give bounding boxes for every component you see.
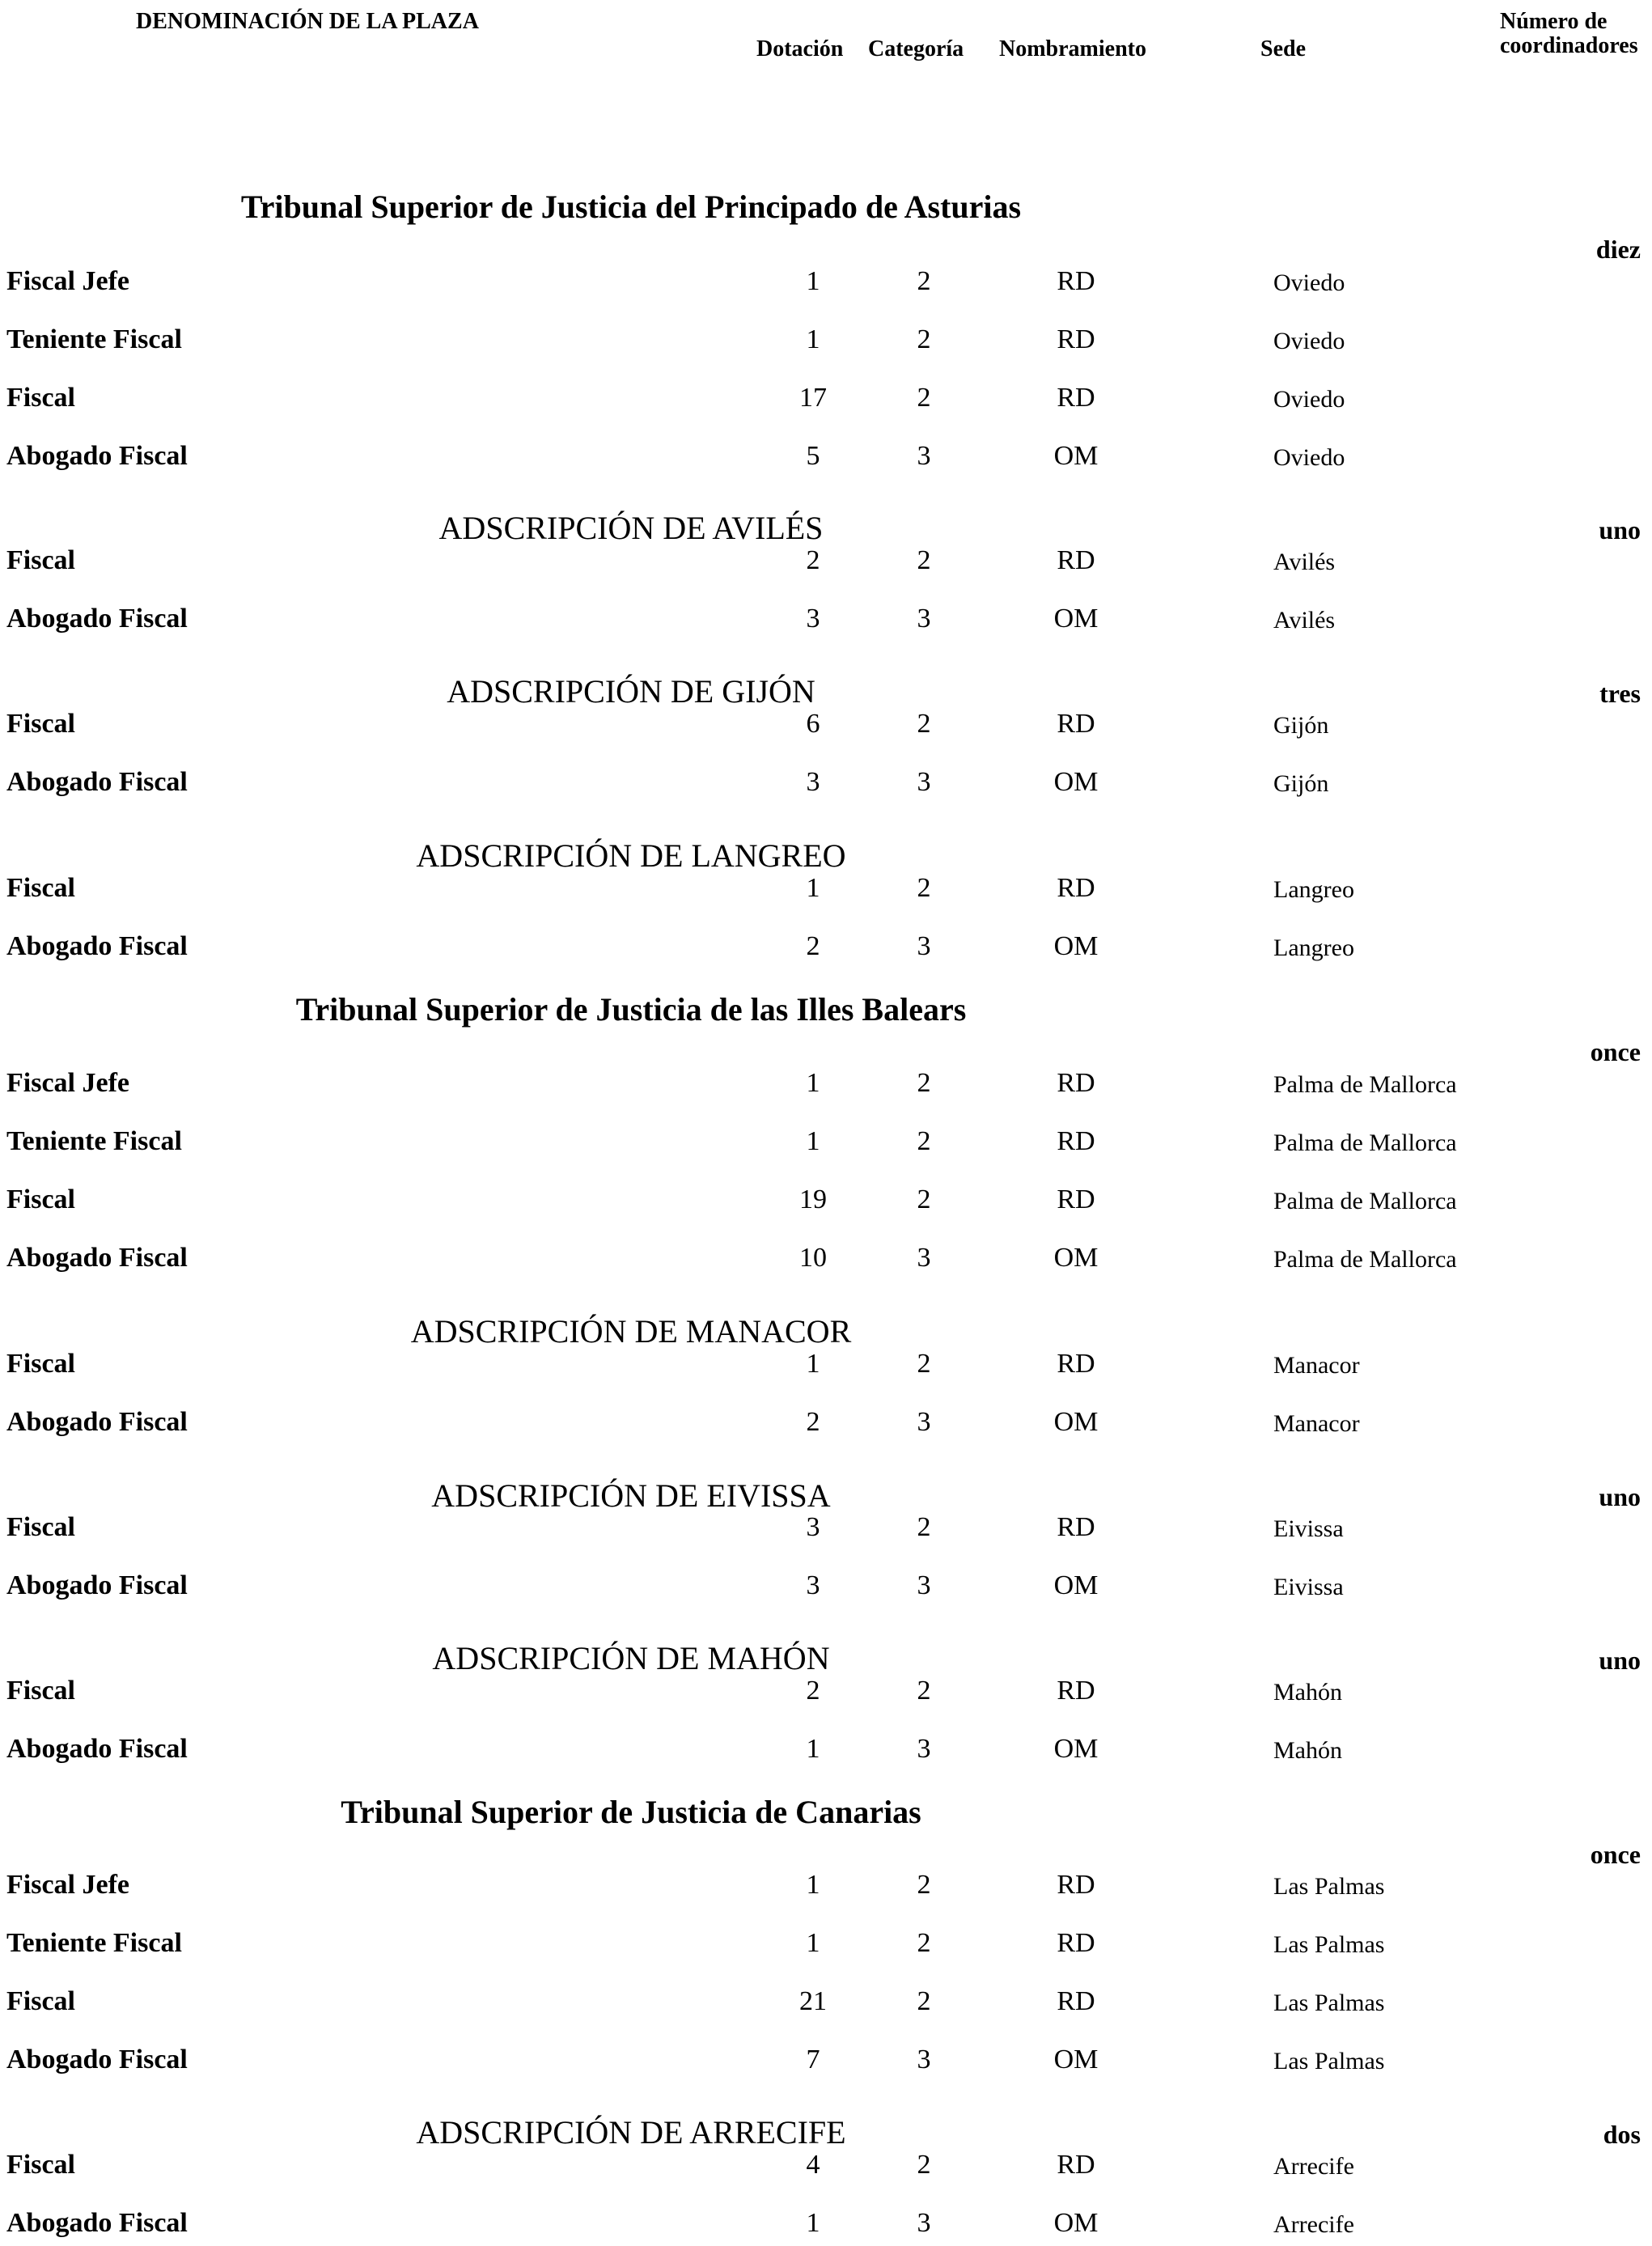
plaza-categoria: 3 xyxy=(917,767,931,797)
coordinadores-count: dos xyxy=(1603,2120,1641,2149)
plaza-sede: Palma de Mallorca xyxy=(1273,1129,1457,1156)
plaza-nombramiento: RD xyxy=(1057,2150,1095,2180)
tribunal-title: Tribunal Superior de Justicia de Canarias xyxy=(341,1794,921,1830)
plaza-dotacion: 17 xyxy=(799,383,827,413)
plaza-dotacion: 1 xyxy=(806,1349,820,1379)
plaza-categoria: 2 xyxy=(917,1986,931,2016)
coordinadores-count: uno xyxy=(1599,1646,1641,1675)
plaza-dotacion: 2 xyxy=(806,1676,820,1706)
column-header-categoria: Categoría xyxy=(868,36,964,61)
plaza-categoria: 3 xyxy=(917,1570,931,1600)
plaza-sede: Langreo xyxy=(1273,876,1354,903)
plaza-denominacion: Abogado Fiscal xyxy=(6,1570,188,1600)
coordinadores-count: once xyxy=(1590,1037,1641,1066)
plaza-categoria: 2 xyxy=(917,383,931,413)
plaza-denominacion: Fiscal xyxy=(6,1349,75,1379)
plaza-categoria: 3 xyxy=(917,1407,931,1437)
plaza-denominacion: Teniente Fiscal xyxy=(6,324,182,354)
plaza-sede: Palma de Mallorca xyxy=(1273,1071,1457,1098)
plaza-sede: Las Palmas xyxy=(1273,2048,1385,2074)
adscripcion-title: ADSCRIPCIÓN DE MANACOR xyxy=(410,1313,852,1350)
plaza-categoria: 2 xyxy=(917,1928,931,1958)
plaza-nombramiento: RD xyxy=(1057,1986,1095,2016)
plaza-nombramiento: RD xyxy=(1057,324,1095,354)
plaza-dotacion: 21 xyxy=(799,1986,827,2016)
plaza-categoria: 2 xyxy=(917,545,931,575)
plaza-nombramiento: RD xyxy=(1057,1928,1095,1958)
plaza-dotacion: 4 xyxy=(806,2150,820,2180)
plaza-denominacion: Abogado Fiscal xyxy=(6,1243,188,1273)
plaza-nombramiento: OM xyxy=(1053,2208,1099,2238)
plaza-nombramiento: OM xyxy=(1053,2045,1099,2074)
plaza-sede: Las Palmas xyxy=(1273,1931,1385,1958)
plaza-categoria: 2 xyxy=(917,1126,931,1156)
plaza-nombramiento: RD xyxy=(1057,1512,1095,1542)
plaza-dotacion: 2 xyxy=(806,545,820,575)
plaza-dotacion: 1 xyxy=(806,324,820,354)
plaza-sede: Arrecife xyxy=(1273,2153,1354,2180)
plaza-sede: Palma de Mallorca xyxy=(1273,1246,1457,1273)
plaza-categoria: 2 xyxy=(917,1870,931,1900)
plaza-nombramiento: OM xyxy=(1053,441,1099,471)
plaza-dotacion: 1 xyxy=(806,1734,820,1764)
column-header-dotacion: Dotación xyxy=(756,36,844,61)
plaza-nombramiento: RD xyxy=(1057,873,1095,903)
plaza-sede: Oviedo xyxy=(1273,444,1345,471)
plaza-categoria: 2 xyxy=(917,324,931,354)
plaza-dotacion: 7 xyxy=(806,2045,820,2074)
column-header-denominacion: DENOMINACIÓN DE LA PLAZA xyxy=(136,9,479,34)
plaza-sede: Oviedo xyxy=(1273,386,1345,413)
plaza-categoria: 2 xyxy=(917,2150,931,2180)
plaza-categoria: 2 xyxy=(917,1676,931,1706)
plaza-dotacion: 3 xyxy=(806,1512,820,1542)
plaza-denominacion: Fiscal xyxy=(6,545,75,575)
plaza-denominacion: Fiscal xyxy=(6,2150,75,2180)
plaza-categoria: 2 xyxy=(917,873,931,903)
plaza-nombramiento: OM xyxy=(1053,1570,1099,1600)
plaza-denominacion: Abogado Fiscal xyxy=(6,604,188,634)
plaza-dotacion: 1 xyxy=(806,266,820,296)
plaza-dotacion: 1 xyxy=(806,873,820,903)
coordinadores-count: once xyxy=(1590,1840,1641,1869)
plaza-categoria: 2 xyxy=(917,1184,931,1214)
column-header-sede: Sede xyxy=(1260,36,1306,61)
plaza-dotacion: 3 xyxy=(806,604,820,634)
plaza-categoria: 2 xyxy=(917,1068,931,1098)
plaza-nombramiento: RD xyxy=(1057,1870,1095,1900)
tribunal-title: Tribunal Superior de Justicia del Principado de Asturias xyxy=(240,189,1022,225)
plaza-dotacion: 2 xyxy=(806,931,820,961)
plaza-denominacion: Abogado Fiscal xyxy=(6,767,188,797)
plaza-denominacion: Teniente Fiscal xyxy=(6,1126,182,1156)
column-header-nombramiento: Nombramiento xyxy=(999,36,1146,61)
plaza-sede: Mahón xyxy=(1273,1679,1342,1706)
plaza-sede: Manacor xyxy=(1273,1410,1360,1437)
plaza-dotacion: 1 xyxy=(806,1068,820,1098)
plaza-denominacion: Fiscal xyxy=(6,1184,75,1214)
plaza-sede: Las Palmas xyxy=(1273,1873,1385,1900)
plaza-dotacion: 1 xyxy=(806,1870,820,1900)
plaza-dotacion: 2 xyxy=(806,1407,820,1437)
plaza-categoria: 2 xyxy=(917,1349,931,1379)
plaza-dotacion: 6 xyxy=(806,709,820,739)
plaza-sede: Avilés xyxy=(1273,607,1336,634)
plaza-dotacion: 19 xyxy=(799,1184,827,1214)
tribunal-title: Tribunal Superior de Justicia de las Illes Balears xyxy=(295,991,967,1028)
adscripcion-title: ADSCRIPCIÓN DE MAHÓN xyxy=(432,1640,830,1676)
plaza-nombramiento: RD xyxy=(1057,1068,1095,1098)
plaza-categoria: 2 xyxy=(917,709,931,739)
plaza-sede: Las Palmas xyxy=(1273,1990,1385,2016)
plaza-categoria: 2 xyxy=(917,1512,931,1542)
plaza-sede: Palma de Mallorca xyxy=(1273,1188,1457,1214)
plaza-nombramiento: RD xyxy=(1057,545,1095,575)
plaza-dotacion: 3 xyxy=(806,1570,820,1600)
plaza-categoria: 3 xyxy=(917,2208,931,2238)
plaza-categoria: 3 xyxy=(917,1734,931,1764)
plaza-sede: Eivissa xyxy=(1273,1515,1344,1542)
plaza-denominacion: Fiscal xyxy=(6,1986,75,2016)
plaza-denominacion: Fiscal Jefe xyxy=(6,266,129,296)
plaza-dotacion: 10 xyxy=(799,1243,827,1273)
column-header-coordinadores-line1: Número de xyxy=(1500,9,1608,34)
plaza-nombramiento: OM xyxy=(1053,931,1099,961)
adscripcion-title: ADSCRIPCIÓN DE EIVISSA xyxy=(431,1477,831,1514)
coordinadores-count: uno xyxy=(1599,515,1641,545)
plaza-sede: Oviedo xyxy=(1273,328,1345,354)
plaza-nombramiento: RD xyxy=(1057,709,1095,739)
plaza-denominacion: Fiscal Jefe xyxy=(6,1870,129,1900)
adscripcion-title: ADSCRIPCIÓN DE AVILÉS xyxy=(438,510,824,546)
coordinadores-count: diez xyxy=(1595,235,1641,264)
plaza-nombramiento: RD xyxy=(1057,1349,1095,1379)
plaza-nombramiento: RD xyxy=(1057,266,1095,296)
plaza-dotacion: 5 xyxy=(806,441,820,471)
plaza-dotacion: 3 xyxy=(806,767,820,797)
adscripcion-title: ADSCRIPCIÓN DE GIJÓN xyxy=(447,673,815,710)
plaza-sede: Avilés xyxy=(1273,549,1336,575)
coordinadores-count: tres xyxy=(1599,679,1641,708)
plaza-denominacion: Fiscal xyxy=(6,383,75,413)
adscripcion-title: ADSCRIPCIÓN DE LANGREO xyxy=(416,837,846,874)
plaza-denominacion: Abogado Fiscal xyxy=(6,1407,188,1437)
plaza-nombramiento: OM xyxy=(1053,767,1099,797)
plaza-denominacion: Teniente Fiscal xyxy=(6,1928,182,1958)
plaza-denominacion: Abogado Fiscal xyxy=(6,1734,188,1764)
column-header-coordinadores-line2: coordinadores xyxy=(1500,33,1638,58)
plaza-dotacion: 1 xyxy=(806,1928,820,1958)
plaza-denominacion: Abogado Fiscal xyxy=(6,931,188,961)
plaza-categoria: 3 xyxy=(917,441,931,471)
plaza-nombramiento: OM xyxy=(1053,1407,1099,1437)
plaza-categoria: 3 xyxy=(917,604,931,634)
plaza-categoria: 3 xyxy=(917,1243,931,1273)
plaza-categoria: 3 xyxy=(917,931,931,961)
plaza-denominacion: Abogado Fiscal xyxy=(6,2045,188,2074)
plaza-denominacion: Fiscal xyxy=(6,873,75,903)
plaza-nombramiento: RD xyxy=(1057,1676,1095,1706)
plaza-dotacion: 1 xyxy=(806,2208,820,2238)
plaza-nombramiento: OM xyxy=(1053,604,1099,634)
plaza-denominacion: Abogado Fiscal xyxy=(6,2208,188,2238)
plaza-nombramiento: OM xyxy=(1053,1734,1099,1764)
plaza-nombramiento: RD xyxy=(1057,383,1095,413)
plaza-categoria: 2 xyxy=(917,266,931,296)
plaza-denominacion: Fiscal xyxy=(6,709,75,739)
plaza-sede: Gijón xyxy=(1273,770,1329,797)
plaza-dotacion: 1 xyxy=(806,1126,820,1156)
plaza-denominacion: Fiscal Jefe xyxy=(6,1068,129,1098)
plaza-sede: Arrecife xyxy=(1273,2211,1354,2238)
coordinadores-count: uno xyxy=(1599,1482,1641,1511)
plaza-nombramiento: RD xyxy=(1057,1184,1095,1214)
plaza-sede: Gijón xyxy=(1273,712,1329,739)
plaza-sede: Mahón xyxy=(1273,1737,1342,1764)
plaza-denominacion: Abogado Fiscal xyxy=(6,441,188,471)
plaza-nombramiento: RD xyxy=(1057,1126,1095,1156)
plaza-sede: Langreo xyxy=(1273,934,1354,961)
plaza-sede: Oviedo xyxy=(1273,269,1345,296)
plaza-denominacion: Fiscal xyxy=(6,1512,75,1542)
plaza-nombramiento: OM xyxy=(1053,1243,1099,1273)
plaza-sede: Eivissa xyxy=(1273,1574,1344,1600)
plaza-denominacion: Fiscal xyxy=(6,1676,75,1706)
plaza-sede: Manacor xyxy=(1273,1352,1360,1379)
plaza-categoria: 3 xyxy=(917,2045,931,2074)
adscripcion-title: ADSCRIPCIÓN DE ARRECIFE xyxy=(416,2114,846,2151)
